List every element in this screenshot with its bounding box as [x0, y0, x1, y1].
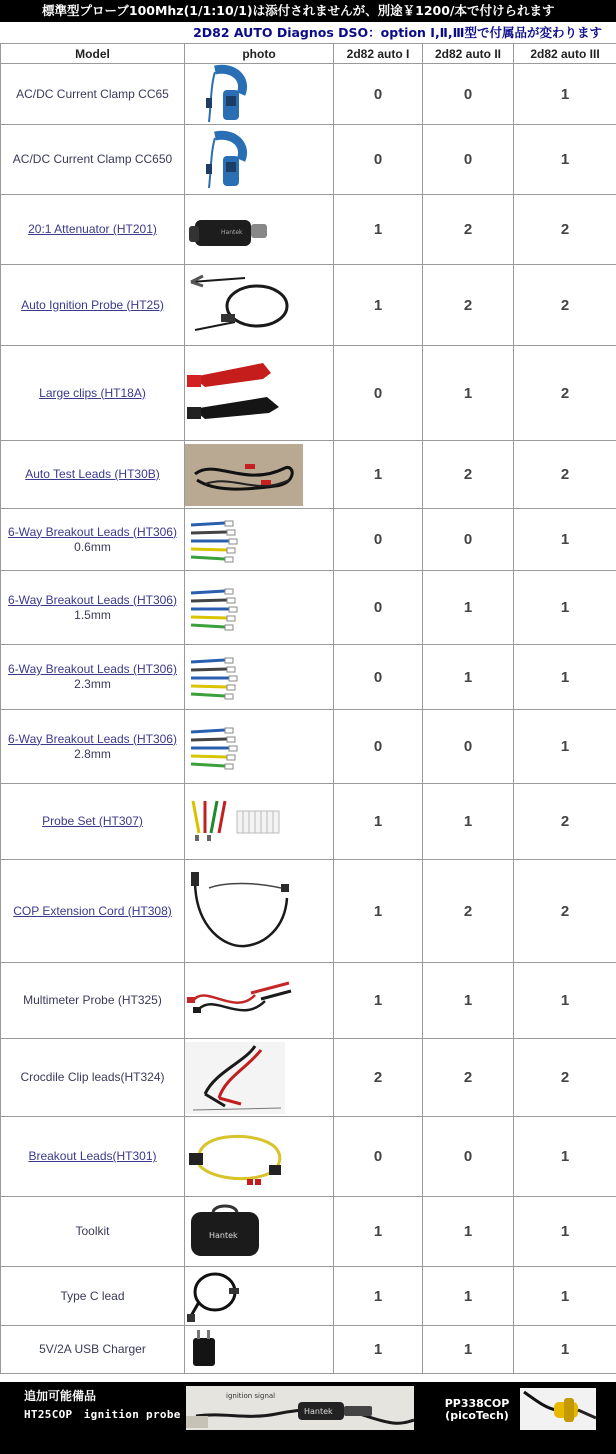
quantity-auto-ii: 1: [423, 1197, 514, 1267]
quantity-auto-iii: 1: [514, 1117, 616, 1197]
model-link[interactable]: 6-Way Breakout Leads (HT306): [8, 662, 177, 676]
toolkit-case-photo: [185, 1197, 334, 1267]
table-row: [1, 125, 616, 195]
model-link[interactable]: 6-Way Breakout Leads (HT306): [8, 731, 177, 746]
current-clamp-photo: [185, 64, 334, 125]
table-header-row: [1, 44, 616, 64]
model-name: AC/DC Current Clamp CC65: [16, 86, 169, 101]
yellow-leads-photo: [185, 1117, 334, 1197]
quantity-auto-i: 1: [334, 441, 423, 509]
model-cell: [1, 195, 185, 265]
model-size: 2.8mm: [74, 746, 111, 761]
quantity-auto-i: 0: [334, 125, 423, 195]
accessory-table: [0, 43, 616, 1374]
usb-cable-photo: [185, 1267, 334, 1326]
ht25cop-photo-label: Hantek: [304, 1407, 333, 1416]
quantity-auto-i: 1: [334, 963, 423, 1039]
column-header-photo: photo: [185, 44, 334, 64]
quantity-auto-ii: 1: [423, 963, 514, 1039]
quantity-auto-ii: 2: [423, 265, 514, 346]
svg-text:Hantek: Hantek: [221, 228, 243, 236]
header-banner: 標準型プローブ100Mhz(1/1:10/1)は添付されませんが、別途￥1200/本で付けられます: [0, 0, 616, 22]
breakout-leads-photo: [185, 571, 334, 645]
quantity-auto-i: 1: [334, 1267, 423, 1326]
table-row: [1, 784, 616, 860]
column-header-auto-ii: 2d82 auto II: [423, 44, 514, 64]
quantity-auto-iii: 2: [514, 195, 616, 265]
model-name: Crocdile Clip leads(HT324): [20, 1070, 165, 1084]
test-leads-photo: [185, 441, 334, 509]
quantity-auto-ii: 1: [423, 645, 514, 710]
clip-leads-photo: [185, 1039, 334, 1117]
model-cell: [1, 645, 185, 710]
quantity-auto-iii: 1: [514, 125, 616, 195]
model-cell: [1, 1117, 185, 1197]
model-name: Type C lead: [60, 1288, 125, 1303]
table-row: [1, 1039, 616, 1117]
quantity-auto-i: 1: [334, 195, 423, 265]
column-header-auto-iii: 2d82 auto III: [514, 44, 616, 64]
ht25cop-photo-text: ignition signal: [226, 1392, 276, 1400]
quantity-auto-iii: 1: [514, 1326, 616, 1374]
current-clamp-photo: [185, 125, 334, 195]
pp338cop-maker: (picoTech): [445, 1409, 509, 1422]
model-link[interactable]: 6-Way Breakout Leads (HT306): [8, 592, 177, 607]
model-link[interactable]: Auto Test Leads (HT30B): [25, 467, 160, 481]
large-clips-photo: [185, 346, 334, 441]
model-cell: [1, 441, 185, 509]
table-row: [1, 346, 616, 441]
model-name: AC/DC Current Clamp CC650: [12, 152, 173, 166]
table-row: [1, 64, 616, 125]
model-cell: [1, 1267, 185, 1326]
quantity-auto-i: 0: [334, 645, 423, 710]
quantity-auto-ii: 1: [423, 346, 514, 441]
quantity-auto-iii: 2: [514, 784, 616, 860]
optional-accessories-bar: [0, 1382, 616, 1454]
model-name: 5V/2A USB Charger: [39, 1342, 146, 1356]
quantity-auto-iii: 2: [514, 346, 616, 441]
table-row: [1, 645, 616, 710]
breakout-leads-photo: [185, 509, 334, 571]
quantity-auto-ii: 2: [423, 441, 514, 509]
quantity-auto-ii: 2: [423, 195, 514, 265]
quantity-auto-ii: 1: [423, 571, 514, 645]
table-row: [1, 571, 616, 645]
multimeter-probe-photo: [185, 963, 334, 1039]
quantity-auto-ii: 0: [423, 710, 514, 784]
quantity-auto-i: 0: [334, 1117, 423, 1197]
optional-item-pp338cop: [442, 1398, 512, 1422]
model-cell: [1, 1039, 185, 1117]
model-link[interactable]: Large clips (HT18A): [39, 385, 146, 400]
quantity-auto-iii: 1: [514, 509, 616, 571]
model-size: 0.6mm: [74, 539, 111, 554]
quantity-auto-ii: 0: [423, 64, 514, 125]
model-cell: [1, 963, 185, 1039]
table-row: [1, 441, 616, 509]
quantity-auto-i: 0: [334, 346, 423, 441]
quantity-auto-ii: 0: [423, 125, 514, 195]
model-name: Toolkit: [75, 1224, 110, 1238]
quantity-auto-iii: 2: [514, 265, 616, 346]
model-link[interactable]: 6-Way Breakout Leads (HT306): [8, 524, 177, 539]
model-cell: [1, 1326, 185, 1374]
quantity-auto-iii: 1: [514, 571, 616, 645]
model-link[interactable]: Auto Ignition Probe (HT25): [21, 297, 164, 312]
quantity-auto-i: 0: [334, 64, 423, 125]
usb-charger-photo: [185, 1326, 334, 1374]
quantity-auto-ii: 2: [423, 860, 514, 963]
model-cell: [1, 860, 185, 963]
quantity-auto-i: 2: [334, 1039, 423, 1117]
ht25cop-photo: [186, 1386, 414, 1430]
quantity-auto-i: 1: [334, 1197, 423, 1267]
table-row: [1, 1326, 616, 1374]
model-size: 1.5mm: [74, 607, 111, 622]
quantity-auto-iii: 1: [514, 645, 616, 710]
quantity-auto-ii: 1: [423, 1326, 514, 1374]
model-cell: [1, 784, 185, 860]
quantity-auto-iii: 2: [514, 860, 616, 963]
quantity-auto-iii: 1: [514, 710, 616, 784]
quantity-auto-i: 1: [334, 860, 423, 963]
svg-text:Hantek: Hantek: [209, 1230, 238, 1240]
extension-cord-photo: [185, 860, 334, 963]
model-link[interactable]: Breakout Leads(HT301): [28, 1149, 157, 1163]
model-link[interactable]: Probe Set (HT307): [42, 814, 143, 828]
model-cell: [1, 571, 185, 645]
table-row: [1, 860, 616, 963]
quantity-auto-iii: 1: [514, 963, 616, 1039]
table-row: [1, 1117, 616, 1197]
quantity-auto-ii: 1: [423, 784, 514, 860]
table-row: [1, 710, 616, 784]
quantity-auto-iii: 2: [514, 1039, 616, 1117]
header-subtitle: 2D82 AUTO Diagnos DSO：option Ⅰ,Ⅱ,Ⅲ型で付属品が変わります: [0, 22, 616, 43]
model-cell: [1, 346, 185, 441]
quantity-auto-ii: 0: [423, 509, 514, 571]
quantity-auto-ii: 2: [423, 1039, 514, 1117]
quantity-auto-iii: 1: [514, 1267, 616, 1326]
quantity-auto-ii: 0: [423, 1117, 514, 1197]
model-size: 2.3mm: [74, 677, 111, 691]
table-row: [1, 1197, 616, 1267]
pp338cop-photo: [520, 1388, 596, 1430]
ignition-probe-photo: [185, 265, 334, 346]
quantity-auto-i: 0: [334, 710, 423, 784]
quantity-auto-i: 0: [334, 571, 423, 645]
breakout-leads-photo: [185, 645, 334, 710]
model-cell: [1, 125, 185, 195]
quantity-auto-i: 0: [334, 509, 423, 571]
probe-set-photo: [185, 784, 334, 860]
quantity-auto-iii: 2: [514, 441, 616, 509]
column-header-auto-i: 2d82 auto I: [334, 44, 423, 64]
quantity-auto-iii: 1: [514, 64, 616, 125]
model-link[interactable]: COP Extension Cord (HT308): [13, 903, 172, 918]
optional-item-ht25cop: HT25COP ignition probe: [24, 1408, 181, 1421]
model-cell: [1, 64, 185, 125]
table-row: [1, 1267, 616, 1326]
optional-title: 追加可能備品: [24, 1389, 97, 1403]
quantity-auto-ii: 1: [423, 1267, 514, 1326]
quantity-auto-iii: 1: [514, 1197, 616, 1267]
table-row: [1, 265, 616, 346]
model-cell: [1, 710, 185, 784]
quantity-auto-i: 1: [334, 1326, 423, 1374]
model-link[interactable]: 20:1 Attenuator (HT201): [28, 222, 157, 236]
column-header-model: Model: [1, 44, 185, 64]
table-row: [1, 195, 616, 265]
pp338cop-name: PP338COP: [444, 1397, 510, 1410]
attenuator-photo: [185, 195, 334, 265]
model-name: Multimeter Probe (HT325): [23, 993, 162, 1007]
model-cell: [1, 265, 185, 346]
table-row: [1, 509, 616, 571]
breakout-leads-photo: [185, 710, 334, 784]
quantity-auto-i: 1: [334, 265, 423, 346]
table-row: [1, 963, 616, 1039]
model-cell: [1, 509, 185, 571]
model-cell: [1, 1197, 185, 1267]
quantity-auto-i: 1: [334, 784, 423, 860]
